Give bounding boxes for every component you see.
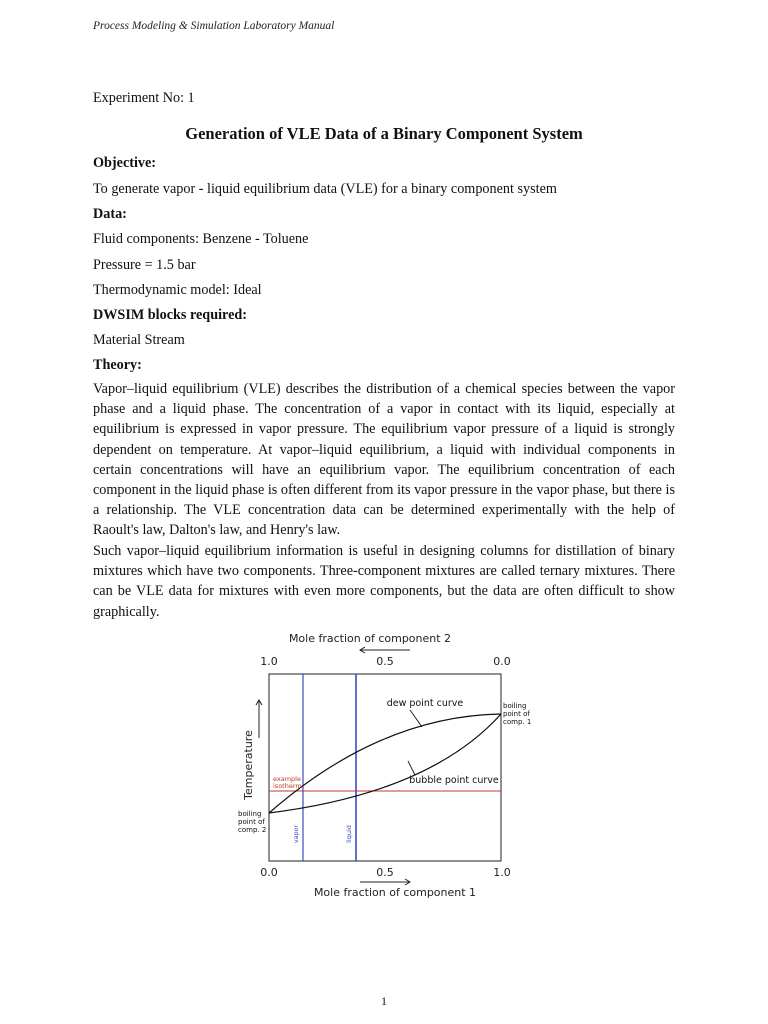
bp2-label-2: point of bbox=[238, 818, 265, 826]
document-title: Generation of VLE Data of a Binary Component System bbox=[185, 124, 583, 143]
bubble-curve-label: bubble point curve bbox=[409, 775, 499, 786]
top-tick-2: 0.5 bbox=[376, 655, 394, 668]
bp2-label-1: boiling bbox=[238, 810, 262, 818]
bp1-label-1: boiling bbox=[503, 702, 527, 710]
bp2-label-3: comp. 2 bbox=[238, 826, 267, 834]
bottom-tick-1: 0.0 bbox=[260, 866, 278, 879]
objective-heading: Objective: bbox=[93, 155, 157, 171]
bubble-leader bbox=[408, 761, 415, 775]
blocks-text: Material Stream bbox=[93, 332, 185, 348]
dew-curve-label: dew point curve bbox=[386, 698, 464, 709]
top-tick-1: 1.0 bbox=[260, 655, 278, 668]
bottom-tick-2: 0.5 bbox=[376, 866, 394, 879]
bp1-label-2: point of bbox=[503, 710, 530, 718]
blocks-heading: DWSIM blocks required: bbox=[93, 307, 247, 323]
experiment-number: Experiment No: 1 bbox=[93, 90, 195, 106]
objective-text: To generate vapor - liquid equilibrium data (VLE) for a binary component system bbox=[93, 181, 557, 197]
running-header: Process Modeling & Simulation Laboratory Manual bbox=[93, 20, 335, 32]
liquid-label: liquid bbox=[345, 825, 353, 843]
thermo-model: Thermodynamic model: Ideal bbox=[93, 282, 262, 298]
bp1-label-3: comp. 1 bbox=[503, 718, 532, 726]
top-tick-3: 0.0 bbox=[493, 655, 511, 668]
bottom-tick-3: 1.0 bbox=[493, 866, 511, 879]
page-number: 1 bbox=[381, 994, 387, 1008]
theory-paragraph-1: Vapor–liquid equilibrium (VLE) describes the distribution of a chemical species between the vapor phase and a liquid phase. The concentration of a vapor in contact with its liquid, especially at equilibrium is expressed in vapor pressure. The equilibrium vapor pressure of a liquid is strongly dependent on temperature. At vapor–liquid equilibrium, a liquid with individual components in certain concentrations will have an equilibrium vapor. The equilibrium concentration of each component in the liquid phase is often different from its vapor pressure in the vapor phase, but there is a relationship. The VLE concentration data can be determined experimentally with the help of Raoult's law, Dalton's law, and Henry's law. bbox=[93, 381, 675, 539]
isotherm-label-1: example bbox=[273, 775, 301, 783]
pressure-value: Pressure = 1.5 bar bbox=[93, 257, 196, 273]
theory-paragraph-2: Such vapor–liquid equilibrium information is useful in designing columns for distillation of binary mixtures which have two components. Three-component mixtures are called ternary mixtures. There can be VLE data for mixtures with even more components, but the data are often difficult to show graphically. bbox=[93, 543, 675, 620]
bottom-axis-label: Mole fraction of component 1 bbox=[313, 886, 477, 899]
y-axis-label: Temperature bbox=[242, 730, 255, 800]
plot-frame bbox=[269, 674, 501, 861]
bubble-point-curve bbox=[269, 714, 501, 813]
vapor-label: vapor bbox=[292, 824, 300, 844]
theory-heading: Theory: bbox=[93, 357, 142, 373]
dew-point-curve bbox=[269, 714, 501, 813]
isotherm-label-2: isotherm bbox=[273, 782, 302, 790]
vle-diagram bbox=[230, 628, 550, 900]
data-heading: Data: bbox=[93, 206, 127, 222]
dew-leader bbox=[410, 710, 422, 727]
fluid-components: Fluid components: Benzene - Toluene bbox=[93, 231, 309, 247]
top-axis-label: Mole fraction of component 2 bbox=[288, 632, 452, 645]
